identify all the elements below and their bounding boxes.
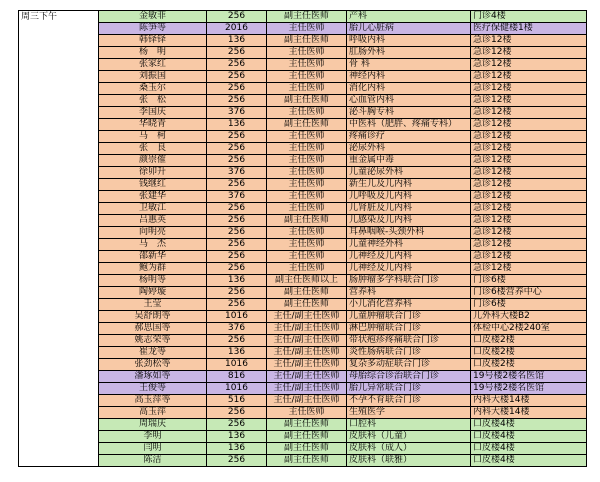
doctor-title-cell: 主任医师 — [267, 203, 347, 215]
department-cell: 儿童神经外科 — [347, 239, 471, 251]
doctor-name-cell: 桑玉尔 — [99, 83, 207, 95]
doctor-name-cell: 张劲松等 — [99, 359, 207, 371]
fee-cell: 256 — [207, 215, 267, 227]
location-cell: 急诊12楼 — [471, 179, 587, 191]
doctor-name-cell: 李明 — [99, 431, 207, 443]
doctor-name-cell: 韩铎铎 — [99, 35, 207, 47]
department-cell: 肠肿瘤多学科联合门诊 — [347, 275, 471, 287]
location-cell: 急诊12楼 — [471, 167, 587, 179]
location-cell: 急诊12楼 — [471, 227, 587, 239]
department-cell: 肛肠外科 — [347, 47, 471, 59]
table-row — [19, 275, 587, 287]
department-cell: 营养科 — [347, 287, 471, 299]
fee-cell: 376 — [207, 167, 267, 179]
fee-cell: 256 — [207, 155, 267, 167]
table-row — [19, 191, 587, 203]
department-cell: 复杂多动症联合门诊 — [347, 359, 471, 371]
doctor-title-cell: 副主任医师 — [267, 215, 347, 227]
doctor-name-cell: 徐卯升 — [99, 167, 207, 179]
fee-cell: 136 — [207, 35, 267, 47]
department-cell: 带状疱疹疼痛联合门诊 — [347, 335, 471, 347]
doctor-name-cell: 陈洁 — [99, 455, 207, 467]
table-row — [19, 395, 587, 407]
location-cell: 门诊6楼 — [471, 275, 587, 287]
location-cell: 19号楼2楼名医馆 — [471, 383, 587, 395]
department-cell: 儿肾脏及儿内科 — [347, 203, 471, 215]
doctor-title-cell: 副主任医师以上 — [267, 275, 347, 287]
doctor-title-cell: 主任医师 — [267, 227, 347, 239]
fee-cell: 256 — [207, 419, 267, 431]
table-row — [19, 335, 587, 347]
doctor-name-cell: 杨 明 — [99, 47, 207, 59]
doctor-name-cell: 钱继红 — [99, 179, 207, 191]
doctor-name-cell: 金敏菲 — [99, 11, 207, 23]
department-cell: 皮肤科（联雅） — [347, 455, 471, 467]
table-row — [19, 167, 587, 179]
table-row — [19, 443, 587, 455]
table-row — [19, 131, 587, 143]
location-cell: 急诊12楼 — [471, 71, 587, 83]
fee-cell: 256 — [207, 95, 267, 107]
fee-cell: 256 — [207, 143, 267, 155]
doctor-name-cell: 华晓青 — [99, 119, 207, 131]
location-cell: 急诊12楼 — [471, 215, 587, 227]
location-cell: 急诊12楼 — [471, 47, 587, 59]
fee-cell: 256 — [207, 287, 267, 299]
table-row — [19, 119, 587, 131]
department-cell: 儿神经及儿内科 — [347, 251, 471, 263]
fee-cell: 256 — [207, 59, 267, 71]
schedule-table — [18, 10, 587, 467]
location-cell: 内科大楼14楼 — [471, 407, 587, 419]
fee-cell: 376 — [207, 191, 267, 203]
doctor-title-cell: 主任/副主任医师 — [267, 323, 347, 335]
doctor-title-cell: 主任/副主任医师 — [267, 383, 347, 395]
doctor-name-cell: 王俊等 — [99, 383, 207, 395]
doctor-title-cell: 主任医师 — [267, 143, 347, 155]
department-cell: 生殖医学 — [347, 407, 471, 419]
table-row — [19, 203, 587, 215]
fee-cell: 1016 — [207, 383, 267, 395]
doctor-name-cell: 马 杰 — [99, 239, 207, 251]
doctor-title-cell: 主任医师 — [267, 155, 347, 167]
doctor-name-cell: 崔龙等 — [99, 347, 207, 359]
doctor-name-cell: 张 良 — [99, 143, 207, 155]
table-row — [19, 83, 587, 95]
doctor-title-cell: 主任医师 — [267, 167, 347, 179]
department-cell: 母胎综合诊治联合门诊 — [347, 371, 471, 383]
location-cell: 急诊12楼 — [471, 107, 587, 119]
location-cell: 口皮楼2楼 — [471, 359, 587, 371]
doctor-title-cell: 主任医师 — [267, 131, 347, 143]
location-cell: 急诊12楼 — [471, 59, 587, 71]
location-cell: 口皮楼4楼 — [471, 419, 587, 431]
doctor-name-cell: 杨明等 — [99, 275, 207, 287]
doctor-title-cell: 副主任医师 — [267, 119, 347, 131]
doctor-title-cell: 主任/副主任医师 — [267, 335, 347, 347]
doctor-name-cell: 周瑞庆 — [99, 419, 207, 431]
department-cell: 炎性肠病联合门诊 — [347, 347, 471, 359]
doctor-title-cell: 主任医师 — [267, 83, 347, 95]
doctor-title-cell: 副主任医师 — [267, 11, 347, 23]
department-cell: 儿呼吸及儿内科 — [347, 191, 471, 203]
department-cell: 骨 科 — [347, 59, 471, 71]
table-row — [19, 287, 587, 299]
table-row — [19, 179, 587, 191]
doctor-name-cell: 张建华 — [99, 191, 207, 203]
table-row — [19, 263, 587, 275]
table-row — [19, 419, 587, 431]
location-cell: 急诊12楼 — [471, 35, 587, 47]
table-row — [19, 431, 587, 443]
location-cell: 急诊12楼 — [471, 239, 587, 251]
department-cell: 神经内科 — [347, 71, 471, 83]
table-row — [19, 299, 587, 311]
fee-cell: 256 — [207, 83, 267, 95]
department-cell: 呼吸内科 — [347, 35, 471, 47]
doctor-name-cell: 张家红 — [99, 59, 207, 71]
doctor-name-cell: 马 柯 — [99, 131, 207, 143]
doctor-title-cell: 主任/副主任医师 — [267, 311, 347, 323]
fee-cell: 256 — [207, 203, 267, 215]
fee-cell: 376 — [207, 323, 267, 335]
fee-cell: 1016 — [207, 311, 267, 323]
fee-cell: 136 — [207, 431, 267, 443]
table-row — [19, 455, 587, 467]
fee-cell: 256 — [207, 251, 267, 263]
doctor-name-cell: 颜崇傕 — [99, 155, 207, 167]
location-cell: 体检中心2楼240室 — [471, 323, 587, 335]
fee-cell: 256 — [207, 335, 267, 347]
location-cell: 19号楼2楼名医馆 — [471, 371, 587, 383]
doctor-title-cell: 主任医师 — [267, 191, 347, 203]
location-cell: 口皮楼4楼 — [471, 431, 587, 443]
table-row — [19, 371, 587, 383]
doctor-title-cell: 主任医师 — [267, 251, 347, 263]
table-row — [19, 47, 587, 59]
doctor-name-cell: 陈笋等 — [99, 23, 207, 35]
department-cell: 淋巴肿瘤联合门诊 — [347, 323, 471, 335]
location-cell: 口皮楼2楼 — [471, 347, 587, 359]
fee-cell: 1016 — [207, 359, 267, 371]
department-cell: 中医科（肥胖、疼痛专科） — [347, 119, 471, 131]
department-cell: 胎儿异常联合门诊 — [347, 383, 471, 395]
department-cell: 皮肤科（成人） — [347, 443, 471, 455]
department-cell: 耳鼻咽喉-头颈外科 — [347, 227, 471, 239]
doctor-title-cell: 副主任医师 — [267, 299, 347, 311]
doctor-title-cell: 主任医师 — [267, 239, 347, 251]
doctor-title-cell: 副主任医师 — [267, 431, 347, 443]
location-cell: 急诊12楼 — [471, 119, 587, 131]
location-cell: 急诊12楼 — [471, 155, 587, 167]
table-row — [19, 359, 587, 371]
doctor-title-cell: 主任/副主任医师 — [267, 371, 347, 383]
location-cell: 急诊12楼 — [471, 83, 587, 95]
schedule-rows — [19, 11, 587, 467]
table-row — [19, 311, 587, 323]
department-cell: 儿童泌尿外科 — [347, 167, 471, 179]
department-cell: 儿感染及儿内科 — [347, 215, 471, 227]
department-cell: 疼痛诊疗 — [347, 131, 471, 143]
doctor-title-cell: 主任医师 — [267, 59, 347, 71]
doctor-title-cell: 主任/副主任医师 — [267, 395, 347, 407]
fee-cell: 136 — [207, 275, 267, 287]
department-cell: 胎儿心脏病 — [347, 23, 471, 35]
doctor-title-cell: 主任医师 — [267, 179, 347, 191]
table-row — [19, 23, 587, 35]
location-cell: 急诊12楼 — [471, 203, 587, 215]
table-row — [19, 11, 587, 23]
schedule-sheet — [18, 10, 586, 467]
table-row — [19, 71, 587, 83]
doctor-title-cell: 主任医师 — [267, 107, 347, 119]
fee-cell: 256 — [207, 455, 267, 467]
fee-cell: 256 — [207, 239, 267, 251]
location-cell: 急诊12楼 — [471, 263, 587, 275]
doctor-title-cell: 主任/副主任医师 — [267, 359, 347, 371]
fee-cell: 136 — [207, 119, 267, 131]
department-cell: 重金属中毒 — [347, 155, 471, 167]
department-cell: 新生儿及儿内科 — [347, 179, 471, 191]
doctor-title-cell: 主任医师 — [267, 263, 347, 275]
doctor-title-cell: 副主任医师 — [267, 443, 347, 455]
doctor-name-cell: 姚志荣等 — [99, 335, 207, 347]
fee-cell: 256 — [207, 407, 267, 419]
table-row — [19, 107, 587, 119]
location-cell: 急诊12楼 — [471, 131, 587, 143]
doctor-name-cell: 李国庆 — [99, 107, 207, 119]
location-cell: 口皮楼2楼 — [471, 335, 587, 347]
location-cell: 急诊12楼 — [471, 251, 587, 263]
table-row — [19, 227, 587, 239]
table-row — [19, 383, 587, 395]
table-row — [19, 35, 587, 47]
location-cell: 门诊6楼营养中心 — [471, 287, 587, 299]
doctor-title-cell: 主任医师 — [267, 71, 347, 83]
location-cell: 内科大楼14楼 — [471, 395, 587, 407]
doctor-name-cell: 高玉萍等 — [99, 395, 207, 407]
fee-cell: 376 — [207, 107, 267, 119]
department-cell: 泌尿外科 — [347, 143, 471, 155]
doctor-title-cell: 主任医师 — [267, 47, 347, 59]
fee-cell: 256 — [207, 179, 267, 191]
doctor-title-cell: 副主任医师 — [267, 419, 347, 431]
department-cell: 泌斗胸专科 — [347, 107, 471, 119]
doctor-title-cell: 主任/副主任医师 — [267, 347, 347, 359]
fee-cell: 136 — [207, 443, 267, 455]
doctor-name-cell: 潘琢如等 — [99, 371, 207, 383]
doctor-title-cell: 主任医师 — [267, 23, 347, 35]
table-row — [19, 155, 587, 167]
table-row — [19, 143, 587, 155]
doctor-title-cell: 主任医师 — [267, 407, 347, 419]
doctor-name-cell: 陶婷璇 — [99, 287, 207, 299]
location-cell: 急诊12楼 — [471, 143, 587, 155]
fee-cell: 136 — [207, 347, 267, 359]
fee-cell: 256 — [207, 227, 267, 239]
doctor-title-cell: 副主任医师 — [267, 455, 347, 467]
location-cell: 口皮楼4楼 — [471, 443, 587, 455]
table-row — [19, 239, 587, 251]
fee-cell: 256 — [207, 47, 267, 59]
doctor-title-cell: 副主任医师 — [267, 287, 347, 299]
doctor-name-cell: 张 松 — [99, 95, 207, 107]
fee-cell: 2016 — [207, 23, 267, 35]
doctor-name-cell: 刘振国 — [99, 71, 207, 83]
doctor-name-cell: 王莹 — [99, 299, 207, 311]
doctor-name-cell: 卫敏江 — [99, 203, 207, 215]
location-cell: 急诊12楼 — [471, 95, 587, 107]
doctor-name-cell: 高玉萍 — [99, 407, 207, 419]
department-cell: 产科 — [347, 11, 471, 23]
table-row — [19, 407, 587, 419]
doctor-name-cell: 向明亮 — [99, 227, 207, 239]
location-cell: 门诊4楼 — [471, 11, 587, 23]
table-row — [19, 323, 587, 335]
department-cell: 皮肤科（儿童） — [347, 431, 471, 443]
location-cell: 口皮楼4楼 — [471, 455, 587, 467]
doctor-name-cell: 吴舒朗等 — [99, 311, 207, 323]
table-row — [19, 347, 587, 359]
table-row — [19, 95, 587, 107]
location-cell: 急诊12楼 — [471, 191, 587, 203]
location-cell: 门诊6楼 — [471, 299, 587, 311]
doctor-title-cell: 副主任医师 — [267, 95, 347, 107]
table-row — [19, 251, 587, 263]
fee-cell: 256 — [207, 71, 267, 83]
department-cell: 儿神经及儿内科 — [347, 263, 471, 275]
doctor-title-cell: 副主任医师 — [267, 35, 347, 47]
doctor-name-cell: 邵新华 — [99, 251, 207, 263]
fee-cell: 256 — [207, 11, 267, 23]
doctor-name-cell: 吕惠英 — [99, 215, 207, 227]
fee-cell: 516 — [207, 395, 267, 407]
fee-cell: 256 — [207, 299, 267, 311]
department-cell: 口腔科 — [347, 419, 471, 431]
location-cell: 儿外科大楼B2 — [471, 311, 587, 323]
department-cell: 儿童肿瘤联合门诊 — [347, 311, 471, 323]
doctor-name-cell: 鲍为群 — [99, 263, 207, 275]
location-cell: 医疗保健楼1楼 — [471, 23, 587, 35]
table-row — [19, 215, 587, 227]
department-cell: 心血管内科 — [347, 95, 471, 107]
doctor-name-cell: 闫明 — [99, 443, 207, 455]
fee-cell: 256 — [207, 263, 267, 275]
fee-cell: 816 — [207, 371, 267, 383]
department-cell: 小儿消化营养科 — [347, 299, 471, 311]
doctor-name-cell: 郝思国等 — [99, 323, 207, 335]
department-cell: 不孕不育联合门诊 — [347, 395, 471, 407]
department-cell: 消化内科 — [347, 83, 471, 95]
day-label: 周三下午 — [19, 11, 99, 467]
fee-cell: 256 — [207, 131, 267, 143]
table-row — [19, 59, 587, 71]
